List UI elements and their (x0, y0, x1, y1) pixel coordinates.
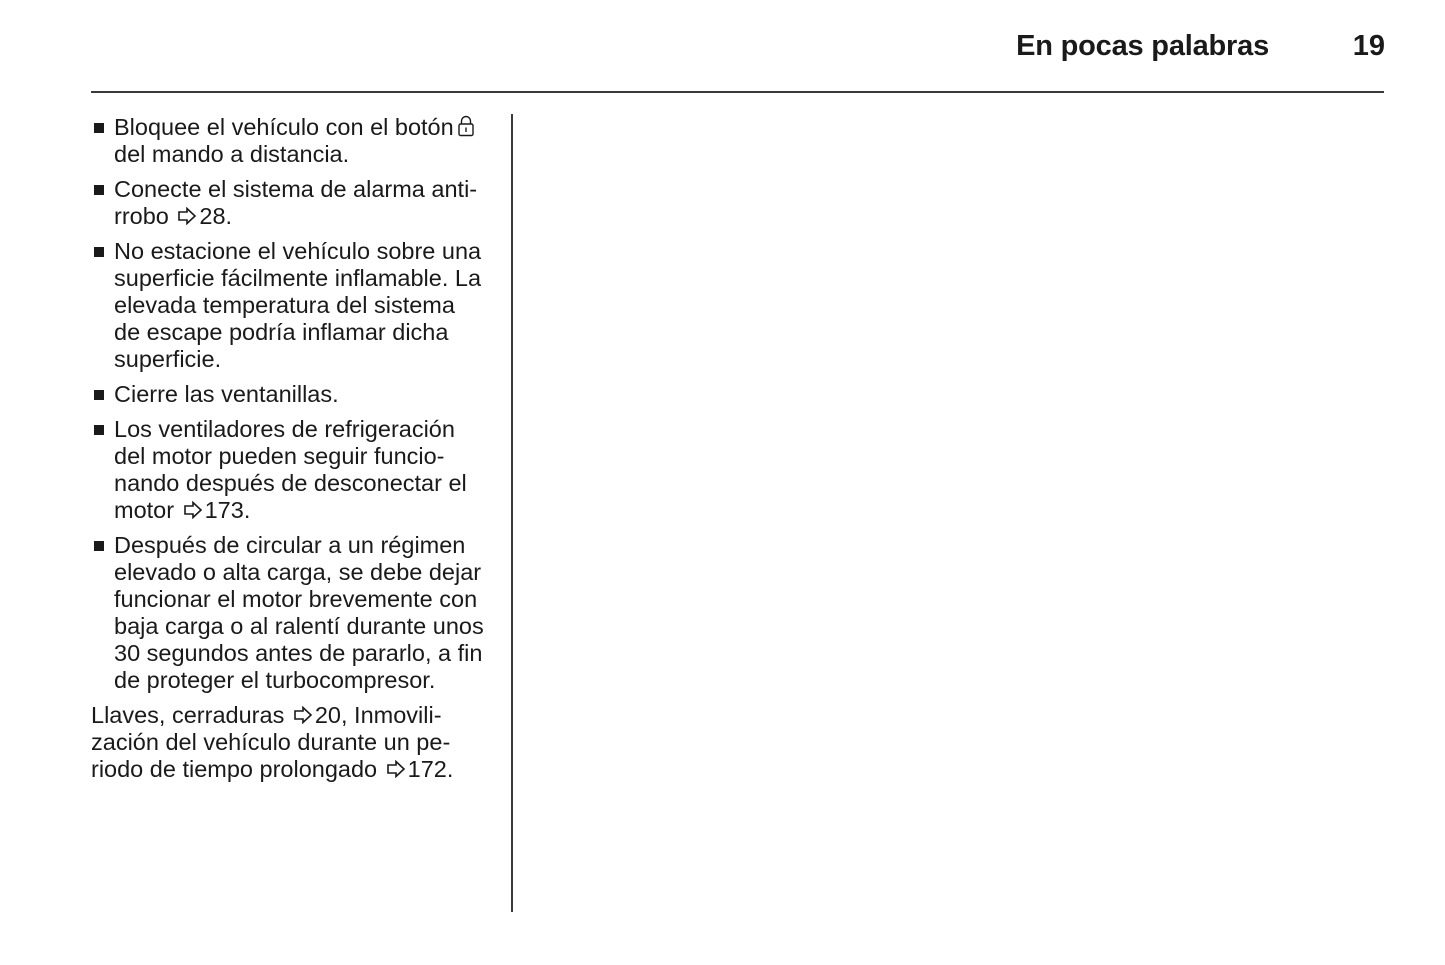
list-item-text: elevado o alta carga, se debe dejar (114, 559, 482, 585)
closing-paragraph (91, 702, 491, 783)
list-item-line (114, 265, 491, 292)
list-item-text: del motor pueden seguir funcio- (114, 443, 445, 469)
list-item-line (114, 141, 491, 168)
list-item-line (114, 381, 491, 408)
list-item (91, 532, 491, 694)
list-item (91, 238, 491, 373)
list-item-line (114, 346, 491, 373)
list-item-line (114, 176, 491, 203)
list-item-text: Cierre las ventanillas. (114, 381, 339, 407)
page-title: En pocas palabras (1016, 30, 1269, 62)
list-item-text: de escape podría inflamar dicha (114, 319, 449, 345)
square-bullet-icon (94, 123, 104, 133)
list-item-line (114, 238, 491, 265)
list-item-text: superficie fácilmente inflamable. La (114, 265, 482, 291)
closing-line: zación del vehículo durante un pe- (91, 729, 451, 755)
header-divider (91, 91, 1384, 93)
list-item-text: nando después de desconectar el (114, 470, 467, 496)
square-bullet-icon (94, 185, 104, 195)
closing-line (91, 756, 491, 783)
list-item-text: superficie. (114, 346, 222, 372)
lock-icon (457, 115, 475, 137)
closing-line (91, 702, 491, 729)
list-item-line (114, 416, 491, 443)
list-item (91, 381, 491, 408)
closing-text: Llaves, cerraduras (91, 702, 285, 728)
list-item (91, 114, 491, 168)
list-item-text: Después de circular a un régimen (114, 532, 466, 558)
square-bullet-icon (94, 247, 104, 257)
list-item-line (114, 586, 491, 613)
list-item-text: Bloquee el vehículo con el botón (114, 114, 454, 140)
list-item-text: elevada temperatura del sistema (114, 292, 455, 318)
list-item-line (114, 292, 491, 319)
list-item-line (114, 613, 491, 640)
list-item-text: motor (114, 497, 175, 523)
list-item-line (114, 497, 491, 524)
list-item-line (114, 559, 491, 586)
list-item-line (114, 532, 491, 559)
page-reference-arrow-icon (386, 760, 406, 778)
list-item (91, 176, 491, 230)
page-reference-arrow-icon (183, 501, 203, 519)
list-item-line (114, 319, 491, 346)
list-item-text: No estacione el vehículo sobre una (114, 238, 482, 264)
list-item-line (114, 114, 491, 141)
list-item-text: baja carga o al ralentí durante unos (114, 613, 484, 639)
page-reference: 28. (199, 203, 233, 229)
list-item-line (114, 470, 491, 497)
square-bullet-icon (94, 541, 104, 551)
list-item-line (114, 443, 491, 470)
list-item-text: de proteger el turbocompresor. (114, 667, 436, 693)
list-item-text: Los ventiladores de refrigeración (114, 416, 455, 442)
list-item-text: 30 segundos antes de pararlo, a fin (114, 640, 483, 666)
left-column (91, 114, 491, 783)
list-item-text: rrobo (114, 203, 169, 229)
bullet-list (91, 114, 491, 694)
page-reference: 173. (204, 497, 251, 523)
list-item-text: funcionar el motor brevemente con (114, 586, 478, 612)
column-divider (511, 114, 513, 912)
page-reference-arrow-icon (177, 207, 197, 225)
list-item-text: del mando a distancia. (114, 141, 350, 167)
page-reference: 20, Inmovili- (314, 702, 442, 728)
list-item-line (114, 640, 491, 667)
square-bullet-icon (94, 390, 104, 400)
page-number: 19 (1352, 30, 1385, 62)
list-item-line (114, 203, 491, 230)
list-item (91, 416, 491, 524)
list-item-text: Conecte el sistema de alarma anti- (114, 176, 478, 202)
page-reference-arrow-icon (293, 706, 313, 724)
list-item-line (114, 667, 491, 694)
closing-text: riodo de tiempo prolongado (91, 756, 378, 782)
square-bullet-icon (94, 425, 104, 435)
page-reference: 172. (407, 756, 454, 782)
